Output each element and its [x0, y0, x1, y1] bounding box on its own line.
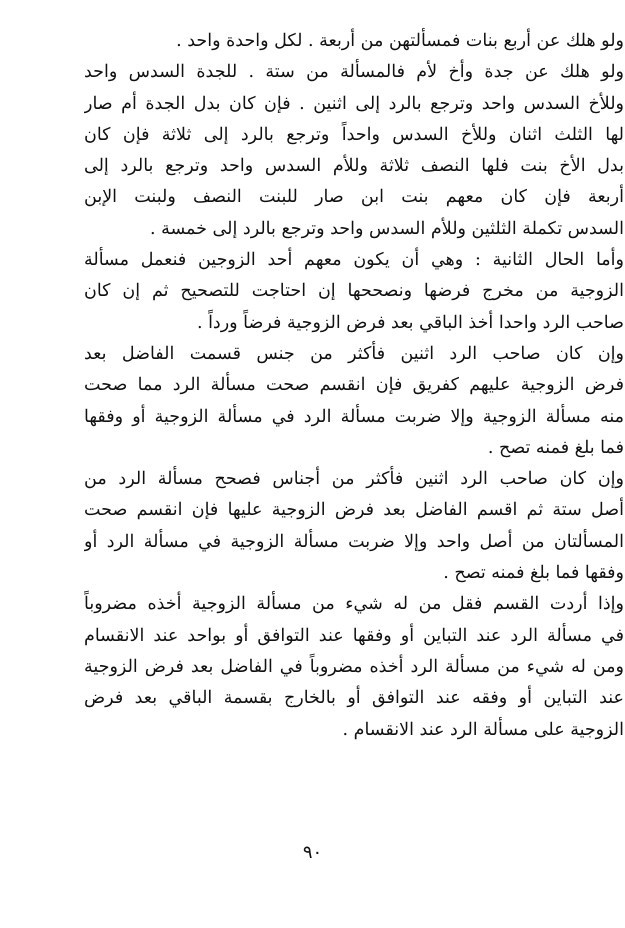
text-line: الزوجية من مخرج فرضها ونصححها إن احتاجت للتصحيح ثم إن كان — [84, 281, 624, 302]
body-text — [84, 26, 624, 746]
text-line: لها الثلث اثنان وللأخ السدس واحداً وترجع بالرد إلى ثلاثة فإن كان — [84, 124, 624, 145]
text-line: المسألتان من أصل واحد وإلا ضربت مسألة الزوجية في مسألة الرد أو — [84, 531, 624, 552]
page-number: ٩٠ — [302, 842, 323, 863]
text-line: وإن كان صاحب الرد اثنين فأكثر من أجناس فصحح مسألة الرد من — [84, 469, 624, 490]
text-line: ولو هلك عن جدة وأخ لأم فالمسألة من ستة . للجدة السدس واحد — [84, 62, 624, 83]
text-line: بدل الأخ بنت فلها النصف ثلاثة وللأم السدس واحد وترجع بالرد إلى — [84, 156, 624, 177]
text-line: في مسألة الرد عند التباين أو وفقها عند التوافق أو بواحد عند الانقسام — [84, 625, 624, 646]
text-line: ومن له شيء من مسألة الرد أخذه مضروباً في الفاضل بعد فرض الزوجية — [84, 656, 624, 677]
text-line: ولو هلك عن أربع بنات فمسألتهن من أربعة . لكل واحدة واحد . — [176, 31, 624, 51]
text-line: وإن كان صاحب الرد اثنين فأكثر من جنس قسمت الفاضل بعد — [84, 343, 624, 364]
text-line: السدس تكملة الثلثين وللأم السدس واحد وترجع بالرد إلى خمسة . — [149, 218, 624, 239]
text-line: عند التباين أو وفقه عند التوافق أو بالخارج بقسمة الباقي بعد فرض — [84, 688, 624, 709]
text-line: وأما الحال الثانية : وهي أن يكون معهم أحد الزوجين فنعمل مسألة — [84, 250, 624, 271]
text-line: وإذا أردت القسم فقل من له شيء من مسألة الزوجية أخذه مضروباً — [84, 594, 624, 615]
text-line: وفقها فما بلغ فمنه تصح . — [443, 563, 624, 584]
text-line: فرض الزوجية عليهم كفريق فإن انقسم صحت مسألة الرد مما صحت — [84, 375, 624, 396]
text-line: صاحب الرد واحدا أخذ الباقي بعد فرض الزوجية فرضاً ورداً . — [196, 312, 624, 333]
text-line: الزوجية على مسألة الرد عند الانقسام . — [342, 719, 624, 740]
text-line: أصل ستة ثم اقسم الفاضل بعد فرض الزوجية عليها فإن انقسم صحت — [84, 500, 624, 521]
text-line: أربعة فإن كان معهم بنت ابن صار للبنت النصف ولبنت الإبن — [84, 187, 624, 208]
text-line: وللأخ السدس واحد وترجع بالرد إلى اثنين . فإن كان بدل الجدة أم صار — [84, 93, 624, 114]
text-line: منه مسألة الزوجية وإلا ضربت مسألة الرد في مسألة الزوجية أو وفقها — [84, 406, 624, 427]
text-line: فما بلغ فمنه تصح . — [487, 437, 624, 458]
